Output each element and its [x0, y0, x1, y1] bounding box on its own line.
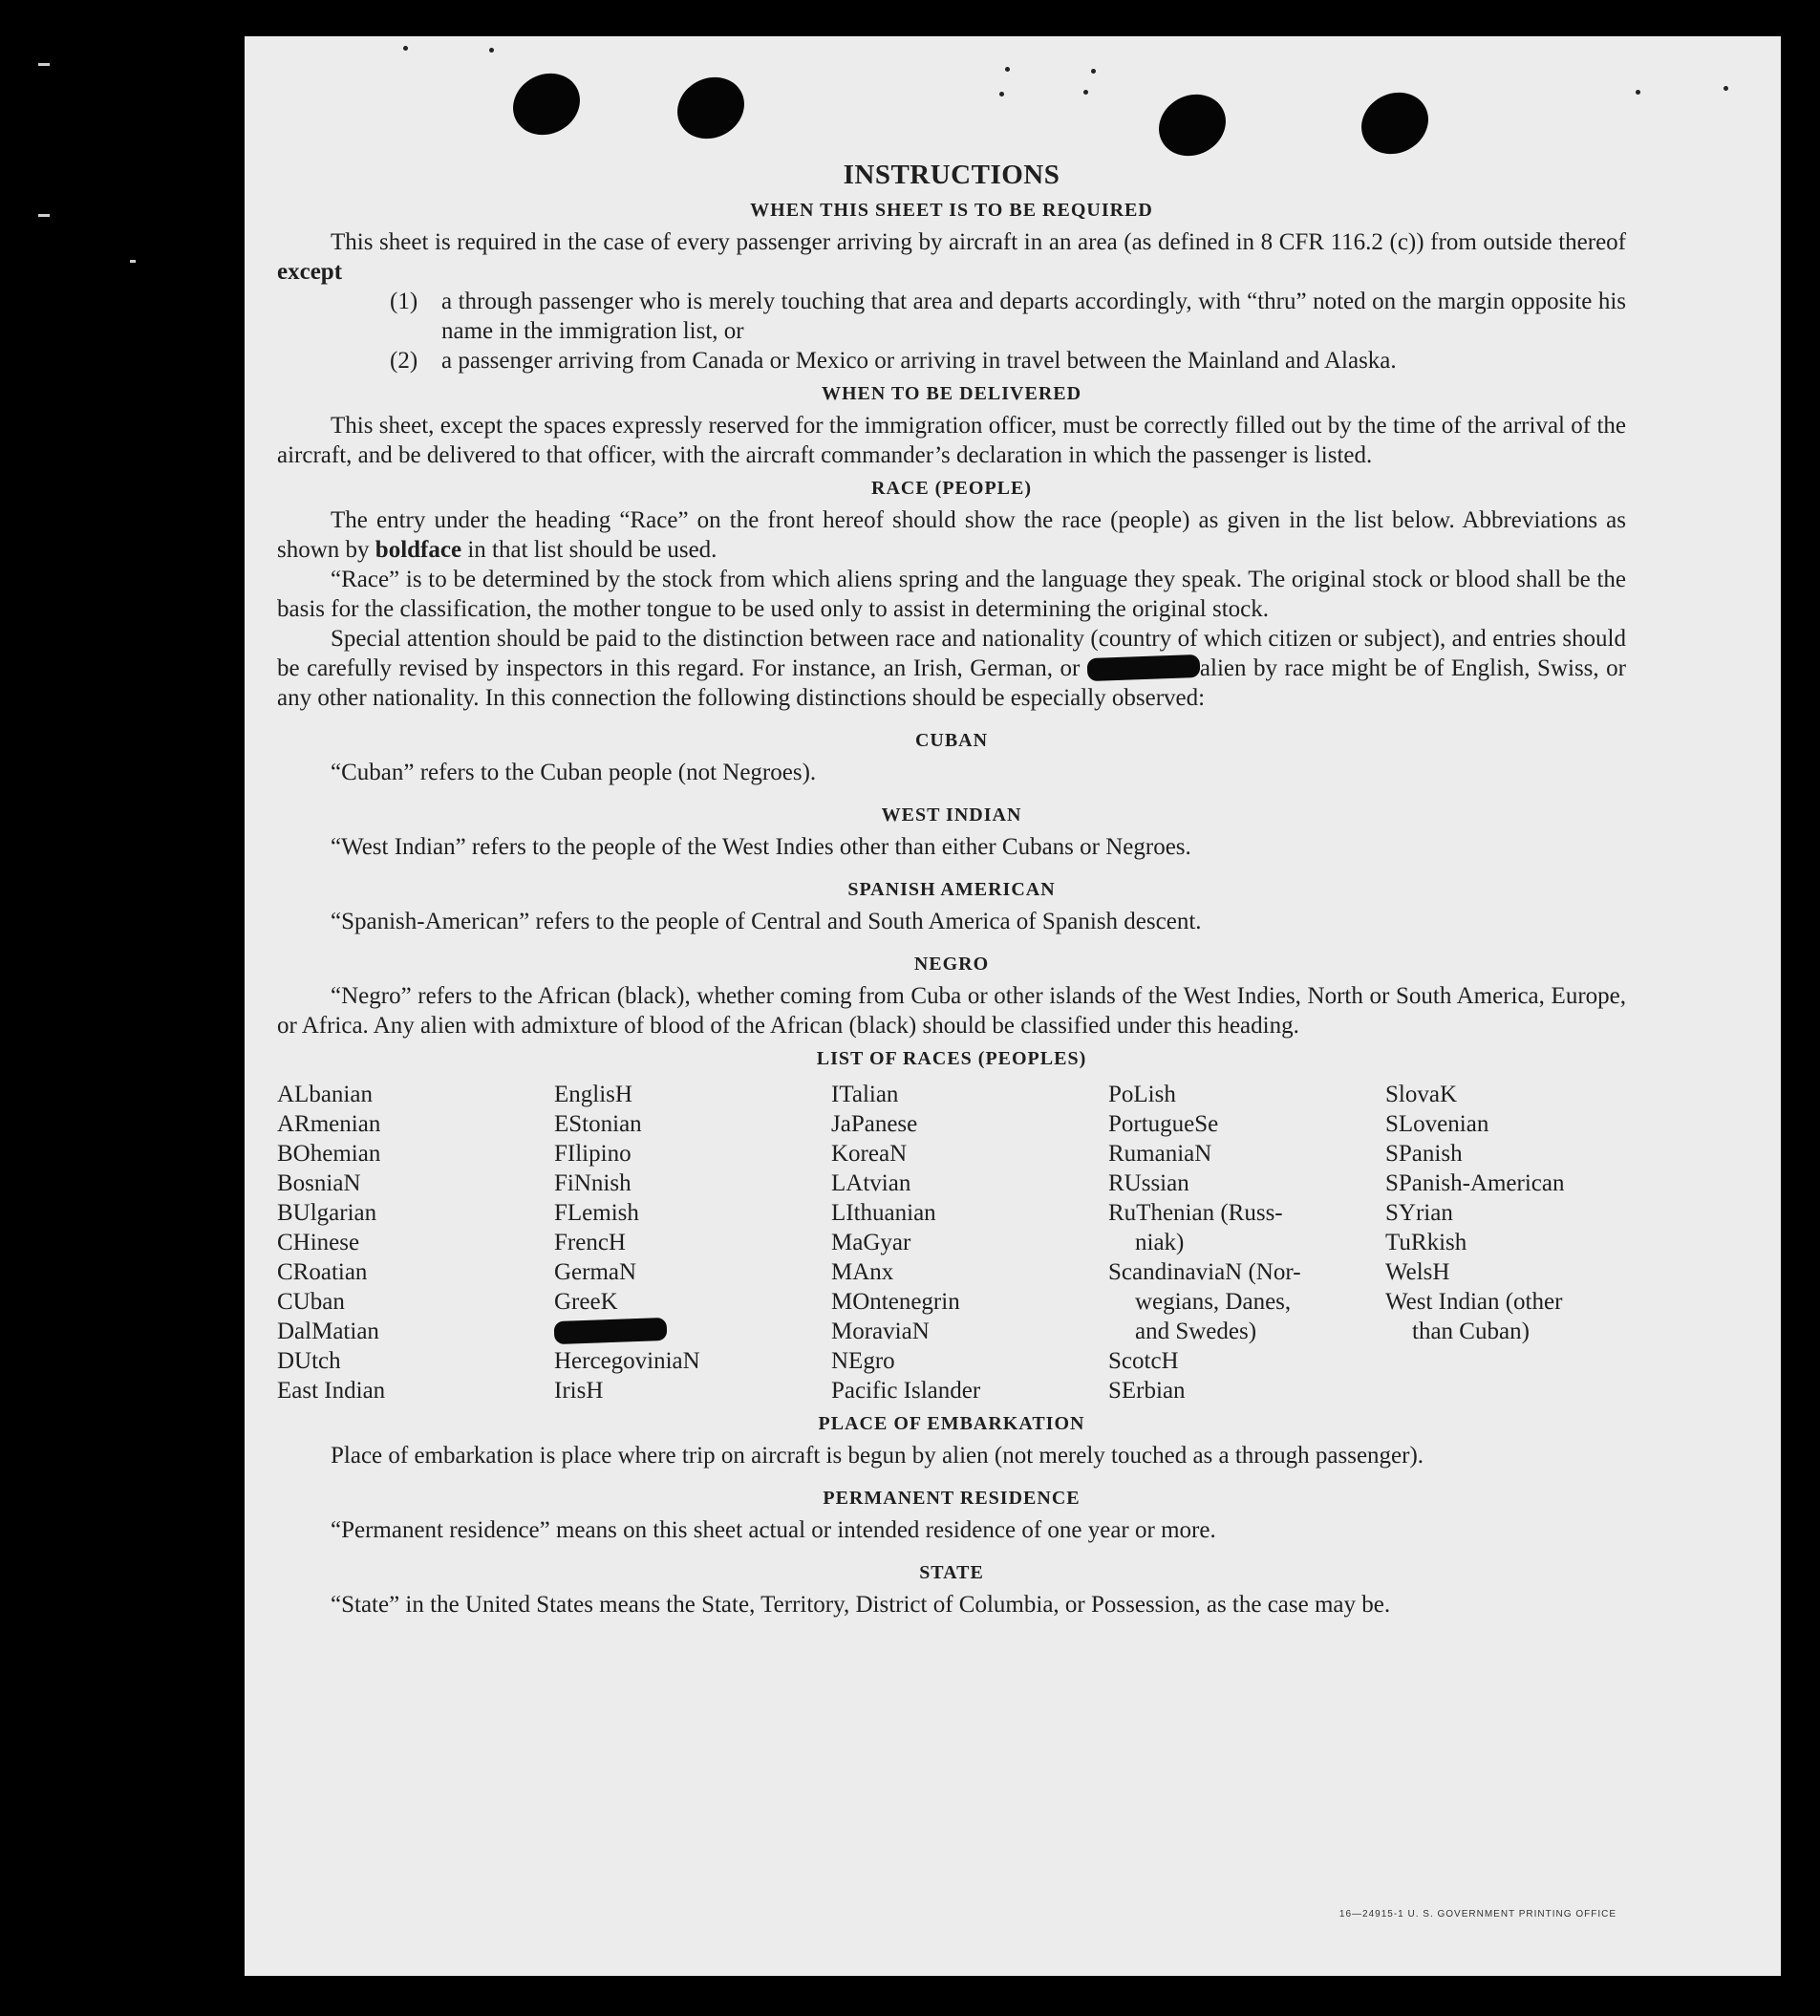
scan-dot	[1083, 90, 1088, 95]
race-entry: EnglisH	[554, 1082, 632, 1107]
race-entry: ARmenian	[277, 1111, 381, 1137]
race-entry: SPanish-American	[1385, 1170, 1565, 1196]
punch-hole	[503, 62, 591, 147]
race-entry: CHinese	[277, 1230, 360, 1255]
scan-dot	[489, 48, 494, 53]
race-entry: SlovaK	[1385, 1082, 1457, 1107]
race-entry: BOhemian	[277, 1141, 381, 1167]
race-entry: ITalian	[831, 1082, 899, 1107]
race-paragraph: Special attention should be paid to the distinction between race and nationality (country of which citizen or subject), and entries should be carefully revised by inspectors in this regard. For instance, an Irish, German, or alien by race might be of English, Swiss, or any other nationality. In this connection the following distinctions should be especially observed:	[277, 626, 1626, 711]
race-entry: PoLish	[1108, 1082, 1176, 1107]
page-title: INSTRUCTIONS	[843, 160, 1060, 190]
heading-west-indian: WEST INDIAN	[881, 804, 1022, 826]
cuban-paragraph: “Cuban” refers to the Cuban people (not Negroes).	[331, 760, 817, 785]
race-entry: RumaniaN	[1108, 1141, 1212, 1167]
race-entry: IrisH	[554, 1378, 604, 1404]
printing-office-imprint: 16—24915-1 U. S. GOVERNMENT PRINTING OFFICE	[1338, 1909, 1617, 1919]
scan-speck	[38, 214, 50, 217]
heading-cuban: CUBAN	[914, 730, 989, 751]
races-column	[1385, 1080, 1624, 1405]
heading-spanish-american: SPANISH AMERICAN	[847, 879, 1056, 900]
permanent-residence-paragraph: “Permanent residence” means on this sheet actual or intended residence of one year or more.	[331, 1517, 1216, 1543]
race-entry: GreeK	[554, 1289, 618, 1315]
race-entry: WelsH	[1385, 1259, 1450, 1285]
race-entry: FiNnish	[554, 1170, 632, 1196]
races-column	[831, 1080, 1108, 1405]
race-entry: CRoatian	[277, 1259, 368, 1285]
spanish-american-paragraph: “Spanish-American” refers to the people of Central and South America of Spanish descent.	[331, 909, 1202, 934]
negro-paragraph: “Negro” refers to the African (black), whether coming from Cuba or other islands of the West Indies, North or South America, Europe, or Africa. Any alien with admixture of blood of the African (black) should be classified under this heading.	[277, 983, 1626, 1039]
race-entry-continuation: than Cuban)	[1412, 1319, 1530, 1344]
race-entry: MaGyar	[831, 1230, 911, 1255]
scan-dot	[999, 92, 1004, 97]
race-entry: JaPanese	[831, 1111, 918, 1137]
race-entry: FIlipino	[554, 1141, 632, 1167]
scan-dot	[1636, 90, 1640, 95]
required-paragraph: This sheet is required in the case of every passenger arriving by aircraft in an area (as defined in 8 CFR 116.2 (c)) from outside thereof except	[277, 229, 1626, 285]
heading-list-of-races: LIST OF RACES (PEOPLES)	[816, 1048, 1087, 1069]
race-entry: HercegoviniaN	[554, 1348, 700, 1374]
heading-when-required: WHEN THIS SHEET IS TO BE REQUIRED	[750, 200, 1153, 221]
heading-state: STATE	[919, 1562, 984, 1583]
heading-negro: NEGRO	[913, 954, 990, 975]
race-entry-continuation: niak)	[1135, 1230, 1185, 1255]
race-paragraph: “Race” is to be determined by the stock from which aliens spring and the language they speak. The original stock or blood shall be the basis for the classification, the mother tongue to be used only to assist in determining the original stock.	[277, 567, 1626, 622]
race-entry: West Indian (other	[1385, 1289, 1563, 1315]
race-entry: DUtch	[277, 1348, 341, 1374]
race-entry: MAnx	[831, 1259, 894, 1285]
heading-when-delivered: WHEN TO BE DELIVERED	[821, 383, 1082, 404]
races-column	[1108, 1080, 1385, 1405]
race-entry-continuation: and Swedes)	[1135, 1319, 1257, 1344]
race-entry: SLovenian	[1385, 1111, 1489, 1137]
race-entry-continuation: wegians, Danes,	[1135, 1289, 1292, 1315]
race-entry: BosniaN	[277, 1170, 361, 1196]
punch-hole	[667, 66, 756, 151]
race-entry: LIthuanian	[831, 1200, 936, 1226]
race-entry: MoraviaN	[831, 1319, 930, 1344]
race-entry: BUlgarian	[277, 1200, 377, 1226]
delivered-paragraph: This sheet, except the spaces expressly reserved for the immigration officer, must be correctly filled out by the time of the arrival of the aircraft, and be delivered to that officer, with the aircraft commander’s declaration in which the passenger is listed.	[277, 413, 1626, 468]
heading-permanent-residence: PERMANENT RESIDENCE	[823, 1488, 1081, 1509]
instructions-text	[277, 161, 1626, 1619]
races-column	[554, 1080, 831, 1405]
race-entry: ScandinaviaN (Nor-	[1108, 1259, 1301, 1285]
embarkation-paragraph: Place of embarkation is place where trip on aircraft is begun by alien (not merely touched as a through passenger).	[331, 1443, 1424, 1469]
heading-race: RACE (PEOPLE)	[871, 478, 1032, 499]
redaction-mark	[1087, 654, 1201, 681]
redaction-mark	[554, 1318, 668, 1344]
scan-speck	[130, 260, 136, 263]
race-entry: EStonian	[554, 1111, 642, 1137]
race-entry: Pacific Islander	[831, 1378, 981, 1404]
races-list	[277, 1080, 1626, 1405]
west-indian-paragraph: “West Indian” refers to the people of the West Indies other than either Cubans or Negroes.	[331, 834, 1191, 860]
scan-dot	[1005, 67, 1010, 72]
race-entry: FrencH	[554, 1230, 626, 1255]
exception-item: (1) a through passenger who is merely touching that area and departs accordingly, with “thru” noted on the margin opposite his name in the immigration list, or	[390, 289, 1626, 344]
race-entry: RUssian	[1108, 1170, 1189, 1196]
document-page	[245, 36, 1781, 1976]
race-entry: KoreaN	[831, 1141, 908, 1167]
race-entry: ALbanian	[277, 1082, 373, 1107]
race-entry: SErbian	[1108, 1378, 1186, 1404]
race-entry: TuRkish	[1385, 1230, 1467, 1255]
race-entry: LAtvian	[831, 1170, 911, 1196]
race-paragraph: The entry under the heading “Race” on the front hereof should show the race (people) as given in the list below. Abbreviations as shown by boldface in that list should be used.	[277, 507, 1626, 563]
race-entry: RuThenian (Russ-	[1108, 1200, 1283, 1226]
exception-item: (2) a passenger arriving from Canada or Mexico or arriving in travel between the Mainland and Alaska.	[390, 348, 1397, 374]
scan-dot	[1091, 69, 1096, 74]
race-entry: GermaN	[554, 1259, 637, 1285]
race-entry: FLemish	[554, 1200, 639, 1226]
state-paragraph: “State” in the United States means the State, Territory, District of Columbia, or Possession, as the case may be.	[331, 1592, 1391, 1618]
races-column	[277, 1080, 554, 1405]
race-entry-redacted	[554, 1317, 831, 1346]
scan-dot	[1724, 86, 1728, 91]
race-entry: CUban	[277, 1289, 345, 1315]
punch-hole	[1148, 83, 1237, 168]
heading-place-of-embarkation: PLACE OF EMBARKATION	[818, 1413, 1085, 1434]
scan-dot	[403, 46, 408, 51]
punch-hole	[1351, 81, 1440, 166]
scan-speck	[38, 63, 50, 66]
race-entry: ScotcH	[1108, 1348, 1179, 1374]
race-entry: DalMatian	[277, 1319, 379, 1344]
race-entry: East Indian	[277, 1378, 386, 1404]
race-entry: PortugueSe	[1108, 1111, 1219, 1137]
race-entry: SPanish	[1385, 1141, 1463, 1167]
race-entry: MOntenegrin	[831, 1289, 960, 1315]
race-entry: NEgro	[831, 1348, 895, 1374]
race-entry: SYrian	[1385, 1200, 1453, 1226]
